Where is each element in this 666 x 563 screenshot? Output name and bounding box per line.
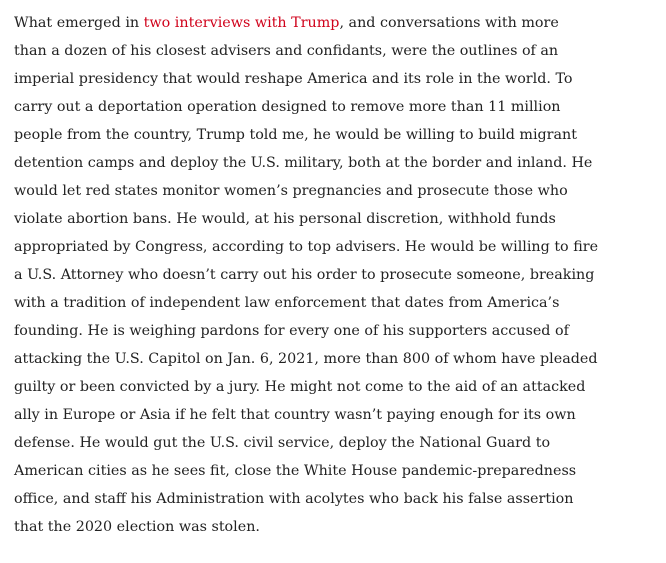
paragraph-line-17: American cities as he sees fit, close the White House pandemic-preparedness	[14, 463, 577, 479]
paragraph-line-11: with a tradition of independent law enforcement that dates from America’s	[14, 295, 560, 311]
line-1-lead-text: What emerged in	[14, 15, 144, 31]
paragraph-line-6: detention camps and deploy the U.S. military, both at the border and inland. He	[14, 155, 593, 171]
paragraph-line-18: office, and staff his Administration with acolytes who back his false assertion	[14, 491, 574, 507]
paragraph-line-4: carry out a deportation operation designed to remove more than 11 million	[14, 99, 561, 115]
paragraph-line-3: imperial presidency that would reshape America and its role in the world. To	[14, 71, 573, 87]
paragraph-line-1	[14, 9, 652, 37]
article-paragraph	[14, 9, 652, 541]
paragraph-line-12: founding. He is weighing pardons for every one of his supporters accused of	[14, 323, 569, 339]
paragraph-line-13: attacking the U.S. Capitol on Jan. 6, 2021, more than 800 of whom have pleaded	[14, 351, 598, 367]
paragraph-line-14: guilty or been convicted by a jury. He might not come to the aid of an attacked	[14, 379, 586, 395]
paragraph-line-19: that the 2020 election was stolen.	[14, 519, 260, 535]
paragraph-line-10: a U.S. Attorney who doesn’t carry out his order to prosecute someone, breaking	[14, 267, 595, 283]
paragraph-line-8: violate abortion bans. He would, at his personal discretion, withhold funds	[14, 211, 556, 227]
interviews-link[interactable]: two interviews with Trump	[143, 15, 340, 31]
paragraph-line-5: people from the country, Trump told me, he would be willing to build migrant	[14, 127, 577, 143]
paragraph-line-15: ally in Europe or Asia if he felt that country wasn’t paying enough for its own	[14, 407, 576, 423]
paragraph-line-16: defense. He would gut the U.S. civil service, deploy the National Guard to	[14, 435, 551, 451]
paragraph-line-9: appropriated by Congress, according to top advisers. He would be willing to fire	[14, 239, 599, 255]
paragraph-line-7: would let red states monitor women’s pregnancies and prosecute those who	[14, 183, 568, 199]
line-1-trailing-text: , and conversations with more	[339, 15, 559, 31]
paragraph-line-2: than a dozen of his closest advisers and confidants, were the outlines of an	[14, 43, 559, 59]
